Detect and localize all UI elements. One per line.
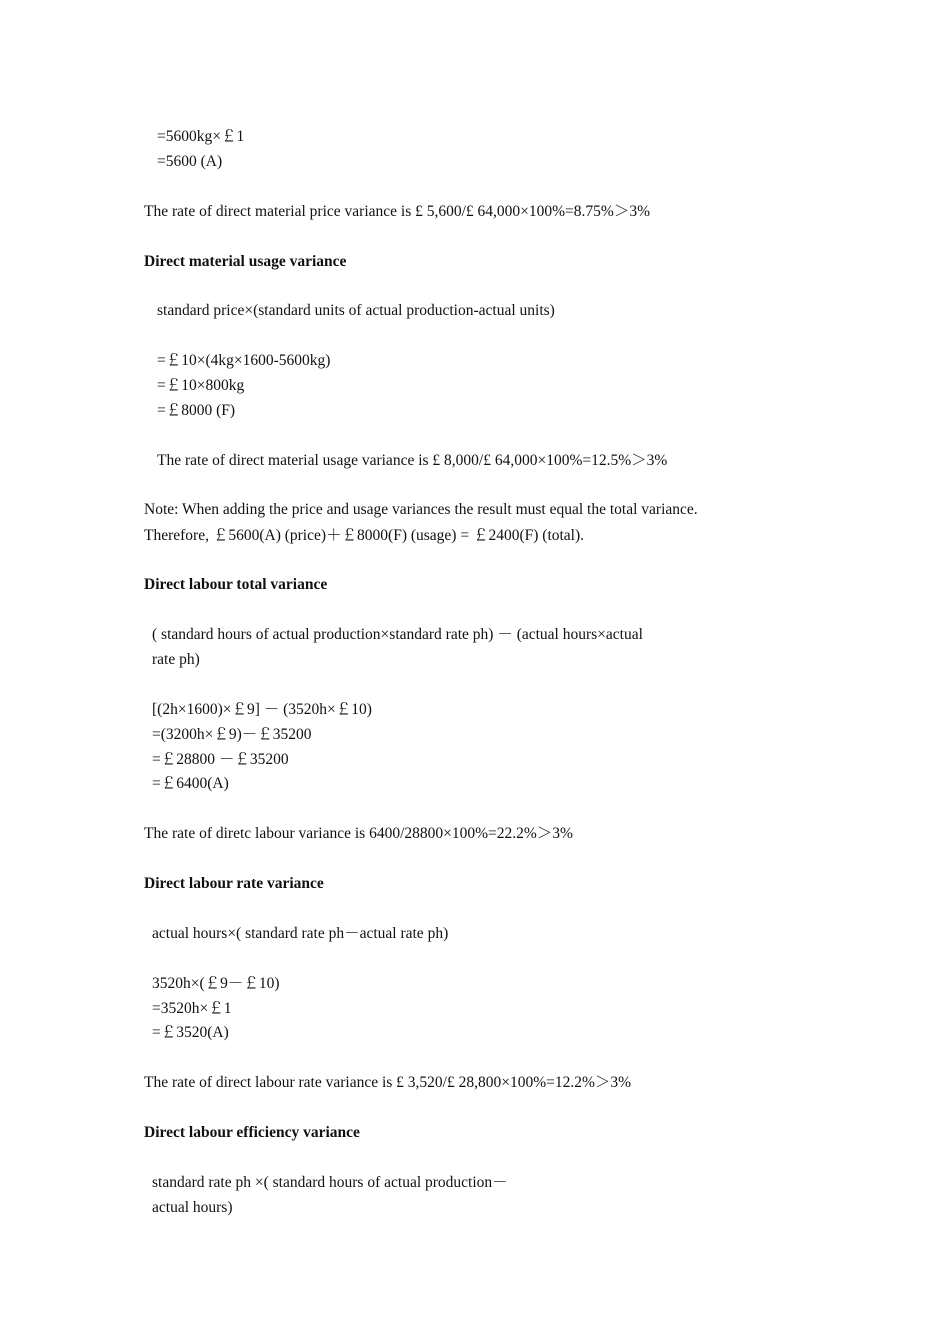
material-price-rate: The rate of direct material price variance is £ 5,600/£ 64,000×100%=8.75%＞3% bbox=[144, 203, 650, 220]
material-usage-calc-line: =￡10×800kg bbox=[157, 377, 245, 394]
material-price-calc-line: =5600 (A) bbox=[157, 153, 223, 170]
labour-total-calc-line: =￡6400(A) bbox=[152, 775, 229, 792]
labour-efficiency-formula-line: actual hours) bbox=[152, 1199, 233, 1216]
labour-total-calc-line: [(2h×1600)×￡9] － (3520h×￡10) bbox=[152, 701, 372, 718]
labour-total-heading: Direct labour total variance bbox=[144, 576, 328, 593]
labour-rate-rate: The rate of direct labour rate variance is £ 3,520/£ 28,800×100%=12.2%＞3% bbox=[144, 1074, 632, 1091]
labour-total-rate: The rate of diretc labour variance is 6400/28800×100%=22.2%＞3% bbox=[144, 825, 573, 842]
labour-efficiency-formula-line: standard rate ph ×( standard hours of actual production－ bbox=[152, 1174, 508, 1191]
labour-rate-formula: actual hours×( standard rate ph－actual rate ph) bbox=[152, 925, 449, 942]
labour-rate-calc-line: =￡3520(A) bbox=[152, 1024, 229, 1041]
labour-total-formula-line: ( standard hours of actual production×standard rate ph) － (actual hours×actual bbox=[152, 626, 643, 643]
labour-total-calc-line: =(3200h×￡9)－￡35200 bbox=[152, 726, 312, 743]
labour-rate-calc-line: =3520h×￡1 bbox=[152, 1000, 232, 1017]
labour-rate-calc-line: 3520h×(￡9－￡10) bbox=[152, 975, 280, 992]
labour-rate-heading: Direct labour rate variance bbox=[144, 875, 324, 892]
material-usage-rate: The rate of direct material usage variance is £ 8,000/£ 64,000×100%=12.5%＞3% bbox=[157, 452, 668, 469]
labour-total-formula-line: rate ph) bbox=[152, 651, 200, 668]
material-usage-calc-line: =￡8000 (F) bbox=[157, 402, 236, 419]
note-line: Note: When adding the price and usage variances the result must equal the total variance. bbox=[144, 501, 698, 518]
note-line: Therefore, ￡5600(A) (price)＋￡8000(F) (usage) = ￡2400(F) (total). bbox=[144, 527, 585, 544]
labour-total-calc-line: =￡28800 －￡35200 bbox=[152, 751, 289, 768]
labour-efficiency-heading: Direct labour efficiency variance bbox=[144, 1124, 360, 1141]
material-price-calc-line: =5600kg×￡1 bbox=[157, 128, 245, 145]
material-usage-heading: Direct material usage variance bbox=[144, 253, 347, 270]
material-usage-formula: standard price×(standard units of actual production-actual units) bbox=[157, 302, 555, 319]
material-usage-calc-line: =￡10×(4kg×1600-5600kg) bbox=[157, 352, 331, 369]
